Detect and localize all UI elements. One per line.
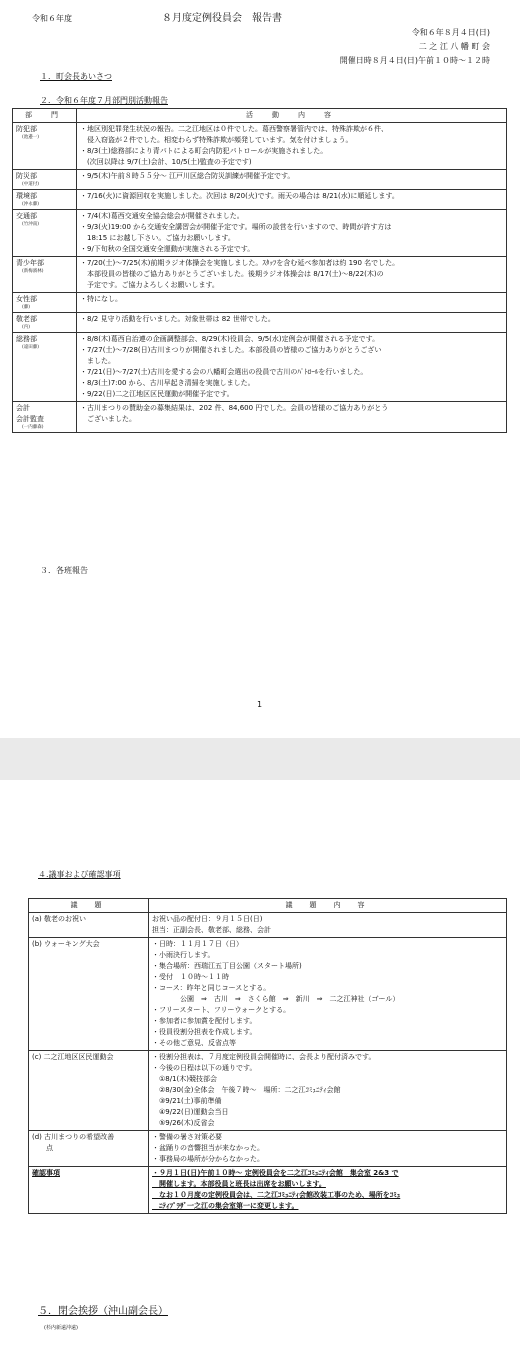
dept-cell — [13, 170, 77, 190]
agenda-line: ・今後の日程は以下の通りです。 — [152, 1064, 257, 1072]
section-4-heading: ４.議事および確認事項 — [38, 870, 121, 879]
agenda-line: ・コース：昨年と同じコースとする。 — [152, 984, 271, 992]
activity-line: ・8/3(土)総務部により青パトによる町会内防犯パトロールが実施されました。 — [80, 147, 328, 155]
section-3-heading: ３．各班報告 — [40, 566, 88, 575]
agenda-row — [29, 938, 507, 1051]
association-name: 二 之 江 八 幡 町 会 — [418, 42, 490, 51]
activity-content-cell — [77, 257, 507, 293]
dept-cell — [13, 402, 77, 433]
agenda-line: ・役割分担表は、７月度定例役員会開催時に、会長より配付済みです。 — [152, 1053, 376, 1061]
agenda-content-cell — [149, 1131, 507, 1167]
agenda-line: 開催します。本部役員と班長は出席をお願いします。 — [152, 1180, 326, 1188]
report-page-2 — [0, 780, 520, 1356]
activity-content-cell — [77, 210, 507, 257]
agenda-content-cell — [149, 913, 507, 938]
activity-row — [13, 333, 507, 402]
activity-line: ・9/5(木)午前８時５５分～ 江戸川区総合防災訓練が開催予定です。 — [80, 172, 295, 180]
agenda-line: ・役員役割分担表を作成します。 — [152, 1028, 257, 1036]
dept-name: 会計 会計監査 — [16, 404, 44, 423]
agenda-table-header — [29, 899, 507, 913]
agenda-line: なお１０月度の定例役員会は、二之江ｺﾐｭﾆﾃｨ会館改装工事のため、場所をｺﾐｭ — [152, 1191, 401, 1199]
dept-members: (中道付) — [22, 182, 40, 187]
activity-line: ・8/8(木)葛西自治連の企画調整部会、8/29(木)役員会、9/5(水)定例会が開催される予定です。 — [80, 335, 380, 343]
activity-line: 本部役員の皆様のご協力ありがとうございました。後期ラジオ体操会は 8/17(土)～8/22(木)の — [80, 270, 384, 278]
activity-content-cell — [77, 190, 507, 210]
activity-line: ございました。 — [80, 415, 136, 423]
activity-row — [13, 257, 507, 293]
agenda-table — [28, 898, 507, 1214]
agenda-line: ・警備の暑さ対策必要 — [152, 1133, 222, 1141]
activity-line: 予定です。ご協力よろしくお願いします。 — [80, 281, 219, 289]
dept-cell — [13, 190, 77, 210]
topic-content-column-header: 議 題 内 容 — [149, 899, 507, 913]
dept-members: (沖永藤) — [22, 202, 40, 207]
agenda-line: お祝い品の配付日：９月１５日(日) — [152, 915, 263, 923]
dept-name: 総務部 — [16, 335, 37, 343]
activity-line: ・7/20(土)～7/25(木)前期ラジオ体操会を実施しました。ｽﾀｯﾌを含む延べ参加者は約 190 名でした。 — [80, 259, 400, 267]
agenda-line: ②8/30(金)全体会 午後７時～ 場所：二之江ｺﾐｭﾆﾃｨ会館 — [152, 1086, 341, 1094]
report-date: 令和６年８月４日(日) — [411, 28, 490, 37]
activity-line: ・7/4(木)葛西交通安全協会総会が開催されました。 — [80, 212, 244, 220]
dept-name: 環境部 — [16, 192, 37, 200]
topic-column-header: 議 題 — [29, 899, 149, 913]
agenda-topic: (c) 二之江地区区民運動会 — [32, 1053, 114, 1061]
activity-line: ・9/22(日)二之江地区区民運動が開催予定です。 — [80, 390, 234, 398]
agenda-content-cell — [149, 1167, 507, 1214]
agenda-line: ⑤9/26(木)反省会 — [152, 1119, 215, 1127]
agenda-line: ・小雨決行します。 — [152, 951, 215, 959]
agenda-row — [29, 1051, 507, 1131]
fiscal-year: 令和６年度 — [32, 14, 72, 23]
activity-line: ・地区別犯罪発生状況の報告。二之江地区は０件でした。葛西警察署管内では、特殊詐欺が６件、 — [80, 125, 388, 133]
dept-members: (藤) — [22, 305, 31, 310]
agenda-topic-cell — [29, 1167, 149, 1214]
agenda-line: ・盆踊りの音響担当が来なかった。 — [152, 1144, 264, 1152]
agenda-content-cell — [149, 938, 507, 1051]
agenda-line: ・フリースタート、フリーウォークとする。 — [152, 1006, 291, 1014]
dept-cell — [13, 123, 77, 170]
activity-line: ・7/16(火)に資源回収を実施しました。次回は 8/20(火)です。雨天の場合は 8/21(水)に順延します。 — [80, 192, 399, 200]
dept-name: 女性部 — [16, 295, 37, 303]
activity-row — [13, 123, 507, 170]
activity-line: ・8/2 見守り活動を行いました。対象世帯は 82 世帯でした。 — [80, 315, 275, 323]
agenda-line: 公園 ⇒ 古川 ⇒ さくら館 ⇒ 新川 ⇒ 二之江神社（ゴール） — [152, 995, 400, 1003]
dept-name: 防災部 — [16, 172, 37, 180]
activity-row — [13, 402, 507, 433]
content-column-header: 活 動 内 容 — [77, 109, 507, 123]
dept-members: (竹沖南) — [22, 222, 40, 227]
activity-table-body — [13, 123, 507, 433]
activity-row — [13, 190, 507, 210]
dept-members: (池邉一) — [22, 135, 40, 140]
agenda-row — [29, 913, 507, 938]
dept-name: 青少年部 — [16, 259, 44, 267]
dept-members: (遠田藤) — [22, 345, 40, 350]
activity-report-table — [12, 108, 507, 433]
activity-row — [13, 293, 507, 313]
dept-cell — [13, 210, 77, 257]
activity-content-cell — [77, 170, 507, 190]
agenda-line: ・受付 １０時～１１時 — [152, 973, 229, 981]
activity-content-cell — [77, 293, 507, 313]
activity-content-cell — [77, 313, 507, 333]
agenda-topic: (a) 敬老のお祝い — [32, 915, 86, 923]
dept-name: 交通部 — [16, 212, 37, 220]
dept-members: (内) — [22, 325, 31, 330]
agenda-topic-cell — [29, 938, 149, 1051]
activity-line: ・7/21(日)～7/27(土)古川を愛する会の八幡町会選出の役員で古川のﾊﾟﾄﾛｰﾙを行いました。 — [80, 368, 368, 376]
page-number: 1 — [257, 700, 263, 709]
dept-cell — [13, 293, 77, 313]
activity-line: ・特になし。 — [80, 295, 122, 303]
meeting-datetime: 開催日時８月４日(日)午前１０時～１２時 — [339, 56, 490, 65]
activity-line: ・8/3(土)7:00 から、古川早起き清掃を実施しました。 — [80, 379, 255, 387]
agenda-topic-cell — [29, 913, 149, 938]
agenda-line: ①8/1(木)競技部会 — [152, 1075, 218, 1083]
report-title: ８月度定例役員会 報告書 — [162, 13, 282, 24]
activity-line: 侵入窃盗が２件でした。相変わらず特殊詐欺が頻発しています。気を付けましょう。 — [80, 136, 353, 144]
agenda-line: ・集合場所：西瑞江五丁目公園（スタート場所) — [152, 962, 302, 970]
agenda-line: ・事務局の場所が分からなかった。 — [152, 1155, 264, 1163]
activity-line: 18:15 にお越し下さい。ご協力お願いします。 — [80, 234, 235, 242]
agenda-line: 担当：正副会長、敬老部、総務、会計 — [152, 926, 271, 934]
agenda-line: ④9/22(日)運動会当日 — [152, 1108, 229, 1116]
agenda-topic: (b) ウォーキング大会 — [32, 940, 100, 948]
section-1-heading: １．町会長あいさつ — [40, 72, 112, 81]
agenda-line: ・参加者に参加賞を配付します。 — [152, 1017, 257, 1025]
agenda-line: ・その他ご意見、反省点等 — [152, 1039, 236, 1047]
dept-cell — [13, 257, 77, 293]
dept-column-header: 部 門 — [13, 109, 77, 123]
confirmation-row — [29, 1167, 507, 1214]
agenda-row — [29, 1131, 507, 1167]
activity-line: ・7/27(土)～7/28(日)古川まつりが開催されました。本部役員の皆様のご協力ありがとうござい — [80, 346, 382, 354]
dept-members: (新梅濱林) — [22, 269, 44, 274]
agenda-content-cell — [149, 1051, 507, 1131]
agenda-line: ③9/21(土)事前準備 — [152, 1097, 222, 1105]
activity-row — [13, 210, 507, 257]
activity-row — [13, 313, 507, 333]
agenda-line: ﾆﾃｨﾌﾟﾗｻﾞ一之江の集会室第一に変更します。 — [152, 1202, 299, 1210]
activity-line: ・古川まつりの賛助金の募集結果は、202 件、84,600 円でした。会員の皆様のご協力ありがとう — [80, 404, 389, 412]
activity-content-cell — [77, 123, 507, 170]
activity-content-cell — [77, 402, 507, 433]
activity-line: (次回以降は 9/7(土)会計、10/5(土)監査の予定です) — [80, 158, 252, 166]
activity-row — [13, 170, 507, 190]
agenda-line: ・日時：１１月１７日（日） — [152, 940, 243, 948]
section-2-heading: ２．令和６年度７月部門別活動報告 — [40, 96, 168, 105]
agenda-topic-cell — [29, 1051, 149, 1131]
agenda-topic: (d) 古川まつりの希望改善 点 — [32, 1133, 115, 1152]
dept-name: 敬老部 — [16, 315, 37, 323]
dept-name: 防犯部 — [16, 125, 37, 133]
agenda-table-body — [29, 913, 507, 1214]
section-5-heading: ５．閉会挨拶（沖山副会長） — [38, 1306, 168, 1317]
dept-members: (一内藤森) — [22, 425, 44, 430]
agenda-line: ・９月１日(日)午前１０時～ 定例役員会を二之江ｺﾐｭﾆﾃｨ会館 集会室 2&3 で — [152, 1169, 399, 1177]
activity-line: ました。 — [80, 357, 115, 365]
agenda-topic: 確認事項 — [32, 1169, 60, 1177]
dept-cell — [13, 313, 77, 333]
activity-content-cell — [77, 333, 507, 402]
agenda-topic-cell — [29, 1131, 149, 1167]
activity-table-header — [13, 109, 507, 123]
dept-cell — [13, 333, 77, 402]
activity-line: ・9/3(火)19:00 から交通安全講習会が開催予定です。場所の設営を行いますので、時間が許す方は — [80, 223, 392, 231]
recorder-note: (杉内新遠沖遠) — [44, 1325, 78, 1331]
activity-line: ・9/下旬秋の全国交通安全運動が実施される予定です。 — [80, 245, 255, 253]
page-gap — [0, 738, 520, 780]
